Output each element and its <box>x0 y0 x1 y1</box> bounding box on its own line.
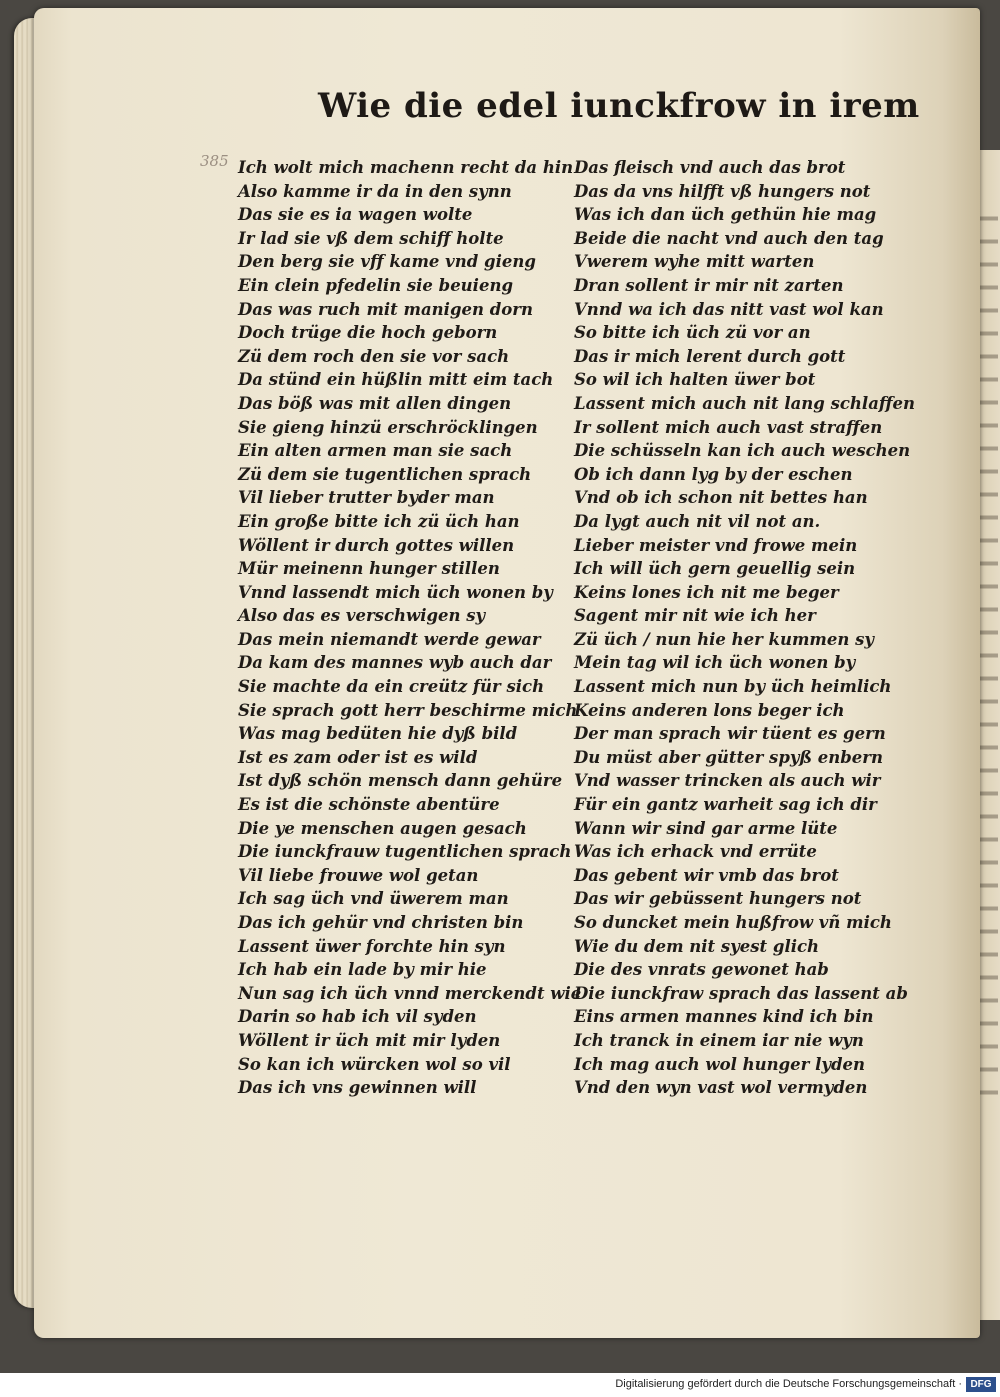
verse-line: Vnnd wa ich das nitt vast wol kan <box>574 299 884 319</box>
verse-line: Mein tag wil ich üch wonen by <box>574 653 856 673</box>
verse-line: Sie gieng hinzü erschröcklingen <box>238 417 538 437</box>
verse-line: Lieber meister vnd frowe mein <box>574 535 858 555</box>
verse-line: Das was ruch mit manigen dorn <box>238 299 533 319</box>
verse-line: Die ye menschen augen gesach <box>238 818 527 838</box>
right-text-column <box>574 156 916 1100</box>
verse-line: Zü üch / nun hie her kummen sy <box>574 629 874 649</box>
verse-line: Wöllent ir durch gottes willen <box>238 535 515 555</box>
verse-line: Du müst aber gütter spyß enbern <box>574 747 883 767</box>
verse-line: Nun sag ich üch vnnd merckendt wie <box>238 983 582 1003</box>
verse-line: Also das es verschwigen sy <box>238 606 486 626</box>
verse-line: Ist dyß schön mensch dann gehüre <box>238 771 563 791</box>
verse-line: Ich hab ein lade by mir hie <box>238 960 487 980</box>
verse-line: Es ist die schönste abentüre <box>238 795 500 815</box>
verse-line: Das fleisch vnd auch das brot <box>574 158 846 177</box>
verse-line: Was mag bedüten hie dyß bild <box>238 724 518 744</box>
verse-line: Lassent mich nun by üch heimlich <box>574 677 892 697</box>
left-text-column <box>238 156 582 1100</box>
verse-line: So wil ich halten üwer bot <box>574 370 816 390</box>
verse-line: Da stünd ein hüßlin mitt eim tach <box>238 370 554 390</box>
verse-line: Ich tranck in einem iar nie wyn <box>574 1030 864 1050</box>
verse-line: Dran sollent ir mir nit zarten <box>574 275 844 295</box>
verse-line: Zü dem roch den sie vor sach <box>238 346 510 366</box>
verse-line: Vwerem wyhe mitt warten <box>574 252 815 272</box>
verse-line: Ein alten armen man sie sach <box>238 441 513 461</box>
verse-line: Das wir gebüssent hungers not <box>574 889 862 909</box>
verse-line: Also kamme ir da in den synn <box>238 181 512 201</box>
verse-line: Das böß was mit allen dingen <box>238 393 512 413</box>
verse-line: So duncket mein hußfrow vñ mich <box>574 913 892 932</box>
verse-line: Wöllent ir üch mit mir lyden <box>238 1030 501 1050</box>
verse-line: So bitte ich üch zü vor an <box>574 323 811 343</box>
verse-line: Wann wir sind gar arme lüte <box>574 818 838 838</box>
verse-line: Das gebent wir vmb das brot <box>574 865 839 885</box>
verse-line: Vnd ob ich schon nit bettes han <box>574 488 868 508</box>
verse-line: Das mein niemandt werde gewar <box>238 629 541 649</box>
verse-line: Sie sprach gott herr beschirme mich <box>238 700 578 720</box>
verse-line: Sagent mir nit wie ich her <box>574 606 816 626</box>
verse-line: Lassent mich auch nit lang schlaffen <box>574 393 916 413</box>
verse-line: Ir sollent mich auch vast straffen <box>574 417 883 437</box>
verse-line: Vil liebe frouwe wol getan <box>238 865 479 885</box>
verse-line: Ein große bitte ich zü üch han <box>238 511 520 531</box>
verse-line: Ich wolt mich machenn recht da hin <box>238 158 574 177</box>
verse-line: Ein clein pfedelin sie beuieng <box>238 275 513 295</box>
facing-page-text-bleed <box>980 200 998 1100</box>
verse-line: Was ich erhack vnd errüte <box>574 842 817 862</box>
verse-line: Die des vnrats gewonet hab <box>574 960 829 980</box>
verse-line: Vnnd lassendt mich üch wonen by <box>238 582 553 602</box>
verse-line: Darin so hab ich vil syden <box>238 1007 477 1027</box>
verse-line: Ich sag üch vnd üwerem man <box>238 889 509 909</box>
verse-line: Mür meinenn hunger stillen <box>238 559 500 579</box>
verse-line: Eins armen mannes kind ich bin <box>574 1007 874 1027</box>
verse-line: Das sie es ia wagen wolte <box>238 205 473 225</box>
verse-line: Sie machte da ein creütz für sich <box>238 677 545 697</box>
verse-line: Lassent üwer forchte hin syn <box>238 936 506 956</box>
verse-line: Die iunckfrauw tugentlichen sprach <box>238 842 572 862</box>
verse-line: Das ich vns gewinnen will <box>238 1078 477 1098</box>
verse-line: Wie du dem nit syest glich <box>574 936 820 956</box>
verse-line: Die iunckfraw sprach das lassent ab <box>574 983 908 1003</box>
verse-line: Ich mag auch wol hunger lyden <box>574 1054 865 1074</box>
verse-line: Ir lad sie vß dem schiff holte <box>238 228 504 248</box>
verse-line: Da kam des mannes wyb auch dar <box>238 653 552 673</box>
verse-line: Das ich gehür vnd christen bin <box>238 913 524 932</box>
footer-bar <box>0 1373 1000 1397</box>
verse-line: Die schüsseln kan ich auch weschen <box>574 441 911 461</box>
dfg-logo: DFG <box>966 1377 996 1392</box>
verse-line: Vil lieber trutter byder man <box>238 488 495 508</box>
verse-line: Doch trüge die hoch geborn <box>238 323 498 343</box>
verse-line: Keins lones ich nit me beger <box>574 582 839 602</box>
verse-line: Da lygt auch nit vil not an. <box>574 511 821 531</box>
verse-line: Ich will üch gern geuellig sein <box>574 559 856 579</box>
verse-line: Das da vns hilfft vß hungers not <box>574 181 871 201</box>
verse-line: Für ein gantz warheit sag ich dir <box>574 795 877 815</box>
verse-line: Was ich dan üch gethün hie mag <box>574 205 877 225</box>
verse-line: Keins anderen lons beger ich <box>574 700 845 720</box>
verse-line: Vnd wasser trincken als auch wir <box>574 771 881 791</box>
verse-line: So kan ich würcken wol so vil <box>238 1054 511 1074</box>
verse-line: Ob ich dann lyg by der eschen <box>574 464 853 484</box>
verse-line: Der man sprach wir tüent es gern <box>574 724 886 744</box>
verse-line: Beide die nacht vnd auch den tag <box>574 228 884 248</box>
verse-line: Ist es zam oder ist es wild <box>238 747 478 767</box>
verse-line: Vnd den wyn vast wol vermyden <box>574 1078 868 1098</box>
funding-credit: Digitalisierung gefördert durch die Deutsche Forschungsgemeinschaft · <box>615 1378 962 1390</box>
page-heading: Wie die edel iunckfrow in irem <box>318 86 920 126</box>
page-number: 385 <box>200 152 229 170</box>
verse-line: Das ir mich lerent durch gott <box>574 346 846 366</box>
verse-line: Den berg sie vff kame vnd gieng <box>238 252 536 272</box>
verse-line: Zü dem sie tugentlichen sprach <box>238 464 532 484</box>
